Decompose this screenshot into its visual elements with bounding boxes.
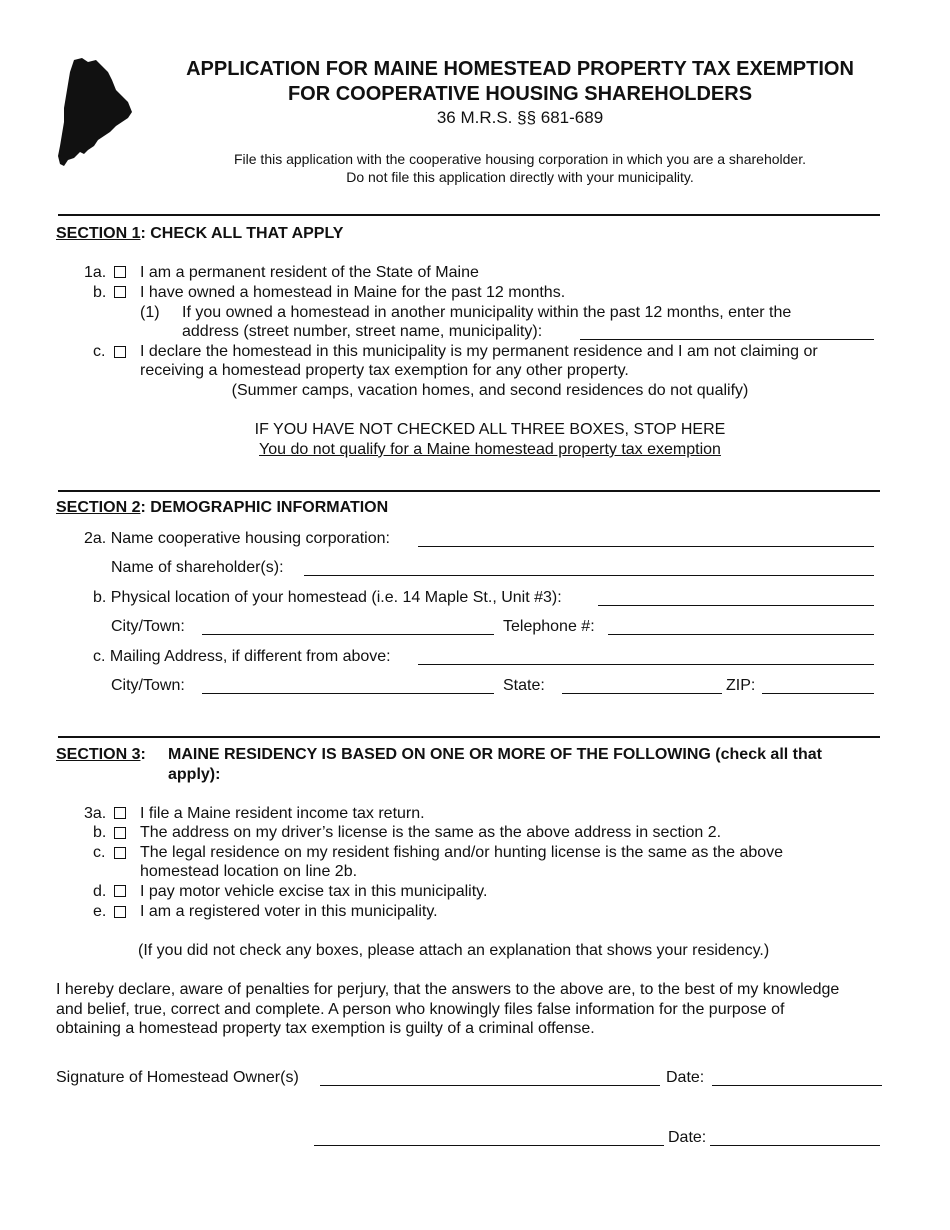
zip-field[interactable] [762,693,874,694]
item-1b-text: I have owned a homestead in Maine for the past 12 months. [140,284,566,301]
item-1a-checkbox[interactable] [114,266,126,278]
item-1c-text: I declare the homestead in this municipality is my permanent residence and I am not claiming or [140,343,818,360]
telephone-field[interactable] [608,634,874,635]
item-1a-number: 1a. [84,264,107,281]
divider [58,490,880,492]
telephone-label: Telephone #: [503,618,595,635]
declaration-line3: obtaining a homestead property tax exemption is guilty of a criminal offense. [56,1020,595,1037]
item-3a-text: I file a Maine resident income tax return. [140,805,425,822]
signature-label: Signature of Homestead Owner(s) [56,1069,299,1086]
divider [58,736,880,738]
item-1c-checkbox[interactable] [114,346,126,358]
mailing-city-field[interactable] [202,693,494,694]
instruction-line2: Do not file this application directly with your municipality. [346,169,694,185]
item-3c-checkbox[interactable] [114,847,126,859]
city-label: City/Town: [111,618,185,635]
declaration-line1: I hereby declare, aware of penalties for perjury, that the answers to the above are, to the best of my knowledge [56,981,840,998]
mailing-address-field[interactable] [418,664,874,665]
corporation-label: 2a. Name cooperative housing corporation: [84,530,390,547]
date-label: Date: [666,1069,705,1086]
declaration-line2: and belief, true, correct and complete. A person who knowingly files false information for the purpose of [56,1001,785,1018]
section3-note: (If you did not check any boxes, please attach an explanation that shows your residency.) [138,942,770,959]
item-3c-text: The legal residence on my resident fishing and/or hunting license is the same as the above [140,844,784,861]
mailing-city-label: City/Town: [111,677,185,694]
section1-note: (Summer camps, vacation homes, and second residences do not qualify) [231,382,749,399]
item-3d-text: I pay motor vehicle excise tax in this municipality. [140,883,488,900]
item-1b-sub-number: (1) [140,304,160,321]
city-field[interactable] [202,634,494,635]
location-field[interactable] [598,605,874,606]
mailing-address-label: c. Mailing Address, if different from above: [93,648,391,665]
section3-heading-line1: MAINE RESIDENCY IS BASED ON ONE OR MORE OF THE FOLLOWING (check all that [168,746,822,763]
item-1b-number: b. [93,284,107,301]
zip-label: ZIP: [726,677,756,694]
section1-heading: SECTION 1: CHECK ALL THAT APPLY [56,225,344,242]
item-1c-text2: receiving a homestead property tax exemption for any other property. [140,362,629,379]
item-1c-number: c. [93,343,106,360]
item-1b-checkbox[interactable] [114,286,126,298]
item-1a-text: I am a permanent resident of the State of Maine [140,264,479,281]
second-signature-field[interactable] [314,1145,664,1146]
item-3e-checkbox[interactable] [114,906,126,918]
stop-warning: IF YOU HAVE NOT CHECKED ALL THREE BOXES, STOP HERE [254,421,726,438]
state-field[interactable] [562,693,722,694]
item-3c-number: c. [93,844,106,861]
maine-state-map-icon [56,56,134,168]
second-date-field[interactable] [710,1145,880,1146]
shareholder-field[interactable] [304,575,874,576]
divider [58,214,880,216]
item-3b-number: b. [93,824,107,841]
item-3d-number: d. [93,883,107,900]
section2-heading: SECTION 2: DEMOGRAPHIC INFORMATION [56,499,389,516]
shareholder-label: Name of shareholder(s): [111,559,284,576]
item-3b-checkbox[interactable] [114,827,126,839]
signature-field[interactable] [320,1085,660,1086]
item-3e-number: e. [93,903,107,920]
prior-homestead-address-field[interactable] [580,339,874,340]
item-3e-text: I am a registered voter in this municipality. [140,903,438,920]
not-qualify-notice: You do not qualify for a Maine homestead property tax exemption [259,441,721,458]
state-label: State: [503,677,545,694]
form-title-line1: APPLICATION FOR MAINE HOMESTEAD PROPERTY TAX EXEMPTION [186,58,854,80]
item-3b-text: The address on my driver’s license is the same as the above address in section 2. [140,824,722,841]
item-3a-number: 3a. [84,805,107,822]
location-label: b. Physical location of your homestead (i.e. 14 Maple St., Unit #3): [93,589,562,606]
item-3d-checkbox[interactable] [114,885,126,897]
statute-reference: 36 M.R.S. §§ 681-689 [436,108,604,127]
section3-heading-line2: apply): [168,766,221,783]
item-1b-sub-text1: If you owned a homestead in another municipality within the past 12 months, enter the [182,304,792,321]
corporation-field[interactable] [418,546,874,547]
item-1b-sub-text2: address (street number, street name, municipality): [182,323,543,340]
item-3a-checkbox[interactable] [114,807,126,819]
section3-label: SECTION 3: [56,746,146,763]
second-date-label: Date: [668,1129,707,1146]
form-title-line2: FOR COOPERATIVE HOUSING SHAREHOLDERS [287,83,753,105]
date-field[interactable] [712,1085,882,1086]
instruction-line1: File this application with the cooperative housing corporation in which you are a shareholder. [233,151,806,167]
item-3c-text2: homestead location on line 2b. [140,863,358,880]
